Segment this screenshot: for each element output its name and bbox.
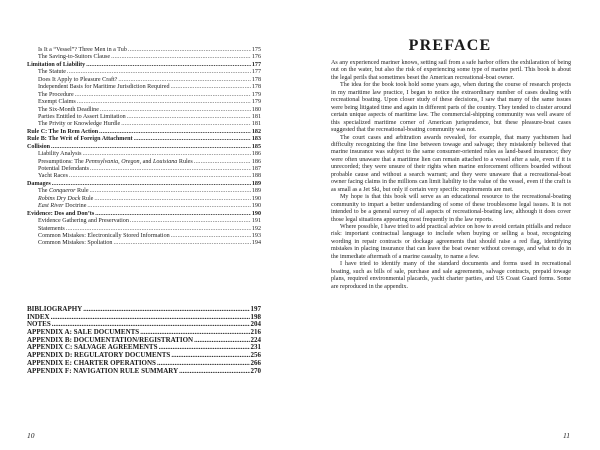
dot-leader [51, 314, 250, 322]
entry-title: Rule C: The In Rem Action [27, 128, 99, 135]
entry-title: INDEX [27, 312, 50, 321]
toc-entry [27, 136, 261, 143]
entry-title: The Privity or Knowledge Hurdle [38, 121, 121, 128]
entry-title: APPENDIX F: NAVIGATION RULE SUMMARY [27, 366, 179, 375]
entry-page-number: 176 [251, 54, 261, 61]
preface-paragraph: Where possible, I have tried to add practical advice on how to avoid certain pitfalls and reduce risk: important contractual language to include when buying or selling a boat, recognizing wording in repair contracts or dockage agreements that should raise a red flag, identifying mistakes in placing insurance that can leave the boat owner without coverage, and what to do in the immediate aftermath of a marine casualty, to name a few. [331, 223, 571, 260]
left-page-number: 10 [27, 431, 35, 440]
dot-leader [83, 306, 249, 314]
dot-leader [130, 218, 251, 225]
entry-title: The Procedure [38, 91, 74, 98]
dot-leader [99, 129, 251, 136]
entry-title: Presumptions: The Pennsylvania, Oregon, and Louisiana Rules [38, 158, 193, 165]
entry-title: Evidence Gathering and Preservation [38, 218, 129, 225]
entry-title: Potential Defendants [38, 166, 89, 172]
back-matter-entry [27, 314, 261, 322]
entry-page-number: 224 [250, 335, 261, 344]
dot-leader [66, 226, 251, 233]
preface-paragraph: The court cases and arbitration awards revealed, for example, that many yachtsmen had difficulty recognizing the fine line between towage and salvage; they mistakenly believed that marine insurance was subject to the same consumer-oriented rules as land-based insurance; they were often unaware that a maritime lien can remain attached to a vessel after a sale, even if it is unrecorded; they were unsure of their rights when marine enforcement officers boarded without probable cause and without a search warrant; and they were unaware that a recreational-boat owner facing claims in the millions can limit liability to the value of the vessel, even if the craft is as small as a Jet Ski, but only if certain very specific requirements are met. [331, 134, 571, 193]
dot-leader [94, 196, 251, 203]
entry-page-number: 198 [250, 312, 261, 321]
entry-page-number: 179 [251, 99, 261, 106]
entry-title: Robins Dry Dock Rule [38, 195, 94, 202]
toc-entry [27, 181, 261, 188]
dot-leader [179, 368, 249, 376]
back-matter-entry [27, 306, 261, 314]
toc-entry [27, 54, 261, 61]
toc-entry [27, 240, 261, 247]
right-page [300, 0, 600, 450]
entry-page-number: 183 [251, 136, 261, 143]
toc-entry [27, 129, 261, 136]
entry-page-number: 204 [250, 320, 261, 329]
entry-title: Common Mistakes: Electronically Stored Information [38, 232, 170, 239]
entry-page-number: 180 [251, 106, 261, 113]
entry-title: Independent Basis for Maritime Jurisdiction Required [38, 84, 170, 91]
dot-leader [159, 344, 250, 352]
dot-leader [95, 211, 251, 218]
toc-entry [27, 114, 261, 121]
dot-leader [100, 107, 251, 114]
toc-entry [27, 99, 261, 106]
dot-leader [86, 62, 251, 69]
entry-page-number: 188 [251, 173, 261, 180]
toc-entry [27, 196, 261, 203]
entry-title: Exempt Claims [38, 99, 76, 106]
entry-page-number: 189 [251, 180, 261, 187]
back-matter-entry [27, 368, 261, 376]
dot-leader [52, 181, 251, 188]
entry-page-number: 193 [251, 232, 261, 239]
toc-entry [27, 203, 261, 210]
dot-leader [77, 99, 251, 106]
dot-leader [194, 337, 249, 345]
entry-title: Damages [27, 180, 51, 187]
dot-leader [171, 84, 251, 91]
toc-entry [27, 62, 261, 69]
dot-leader [194, 159, 251, 166]
dot-leader [171, 233, 251, 240]
entry-title: APPENDIX D: REGULATORY DOCUMENTS [27, 351, 171, 360]
entry-title: Yacht Races [38, 173, 69, 180]
entry-page-number: 179 [251, 91, 261, 98]
entry-title: Liability Analysis [38, 151, 82, 158]
toc-entry [27, 173, 261, 180]
entry-page-number: 191 [251, 218, 261, 225]
entry-page-number: 216 [250, 328, 261, 337]
entry-page-number: 197 [250, 305, 261, 313]
dot-leader [51, 144, 251, 151]
entry-page-number: 177 [251, 69, 261, 76]
preface-paragraph: I have tried to identify many of the standard documents and forms used in recreational boating, such as bills of sale, purchase and sale agreements, salvage contracts, prepaid towage plans, required environmental placards, yacht charter parties, and US Coast Guard forms. Some are reproduced in the appendix. [331, 261, 571, 290]
dot-leader [127, 114, 251, 121]
entry-title: Is It a “Vessel”? Three Men in a Tub [38, 47, 127, 53]
toc-entry [27, 188, 261, 195]
entry-title: Limitation of Liability [27, 61, 86, 68]
entry-title: APPENDIX A: SALE DOCUMENTS [27, 328, 140, 337]
entry-page-number: 190 [251, 195, 261, 202]
dot-leader [69, 173, 251, 180]
dot-leader [171, 352, 249, 360]
entry-page-number: 187 [251, 166, 261, 172]
entry-title: The Six-Month Deadline [38, 106, 99, 113]
entry-page-number: 177 [251, 61, 261, 68]
entry-page-number: 185 [251, 143, 261, 150]
entry-page-number: 266 [250, 358, 261, 367]
toc-entry [27, 159, 261, 166]
entry-title: East River Doctrine [38, 203, 87, 210]
right-page-number: 11 [563, 431, 570, 440]
dot-leader [87, 203, 250, 210]
preface-paragraph: My hope is that this book will serve as an educational resource to the recreational-boating community to impart a better understanding of some of these troublesome legal issues. It is not intended to be a general survey of all aspects of recreational-boating law, although it does cover those legal situations appearing most frequently in the law reports. [331, 194, 571, 223]
entry-page-number: 182 [251, 128, 261, 135]
dot-leader [67, 69, 251, 76]
toc-entry [27, 144, 261, 151]
entry-title: Does It Apply to Pleasure Craft? [38, 76, 118, 83]
entry-title: The Saving-to-Suitors Clause [38, 54, 111, 61]
entry-page-number: 186 [251, 158, 261, 165]
dot-leader [90, 188, 251, 195]
preface-title: PREFACE [408, 37, 492, 54]
toc-entry [27, 211, 261, 218]
dot-leader [75, 92, 251, 99]
entry-page-number: 181 [251, 121, 261, 128]
dot-leader [128, 47, 251, 54]
entry-page-number: 270 [250, 366, 261, 375]
dot-leader [90, 166, 251, 173]
back-matter-list [27, 306, 261, 375]
entry-title: Evidence: Dos and Don’ts [27, 210, 95, 217]
entry-page-number: 256 [250, 351, 261, 360]
entry-page-number: 194 [251, 240, 261, 247]
entry-page-number: 189 [251, 188, 261, 195]
entry-title: Statements [38, 225, 65, 232]
entry-title: NOTES [27, 320, 51, 329]
entry-title: Collision [27, 143, 51, 150]
table-of-contents [27, 47, 261, 248]
entry-title: APPENDIX E: CHARTER OPERATIONS [27, 358, 156, 367]
dot-leader [113, 240, 250, 247]
entry-page-number: 192 [251, 225, 261, 232]
entry-title: APPENDIX B: DOCUMENTATION/REGISTRATION [27, 335, 194, 344]
toc-entry [27, 69, 261, 76]
toc-entry [27, 233, 261, 240]
entry-page-number: 178 [251, 76, 261, 83]
toc-entry [27, 218, 261, 225]
preface-paragraph: The idea for the book took hold some years ago, when during the course of research projects in my maritime law practice, I began to notice the extraordinary number of cases dealing with recreational boating. Upon closer study of these decisions, I saw that many of the same issues were being litigated time and again in different parts of the country. They tended to cluster around certain unique aspects of maritime law. The commercial-shipping community was well aware of this specialized maritime corner of American jurisprudence, but these pleasure-boat cases suggested that the recreational-boating community was not. [331, 82, 571, 134]
entry-page-number: 178 [251, 84, 261, 91]
dot-leader [83, 151, 251, 158]
entry-page-number: 175 [251, 47, 261, 53]
preface-body [331, 60, 571, 291]
toc-entry [27, 92, 261, 99]
toc-entry [27, 166, 261, 173]
entry-page-number: 231 [250, 343, 261, 352]
dot-leader [121, 121, 251, 128]
preface-paragraph: As any experienced mariner knows, setting sail from a safe harbor offers the exhilaration of being out on the water, but also the risk of experiencing some type of marine peril. This book is about the legal perils that sometimes beset the American recreational-boat owner. [331, 60, 571, 81]
entry-page-number: 190 [251, 203, 261, 210]
entry-page-number: 186 [251, 151, 261, 158]
entry-title: Parties Entitled to Assert Limitation [38, 113, 126, 120]
toc-entry [27, 121, 261, 128]
entry-page-number: 190 [251, 210, 261, 217]
entry-page-number: 181 [251, 113, 261, 120]
entry-title: Common Mistakes: Spoliation [38, 240, 113, 247]
toc-entry [27, 226, 261, 233]
entry-title: The Statute [38, 69, 66, 76]
toc-entry [27, 47, 261, 54]
dot-leader [134, 136, 251, 143]
toc-entry [27, 151, 261, 158]
entry-title: Rule B: The Writ of Foreign Attachment [27, 136, 133, 143]
entry-title: BIBLIOGRAPHY [27, 305, 83, 313]
entry-title: APPENDIX C: SALVAGE AGREEMENTS [27, 343, 158, 352]
toc-entry [27, 84, 261, 91]
toc-entry [27, 107, 261, 114]
entry-title: The Conqueror Rule [38, 188, 89, 195]
dot-leader [111, 54, 251, 61]
